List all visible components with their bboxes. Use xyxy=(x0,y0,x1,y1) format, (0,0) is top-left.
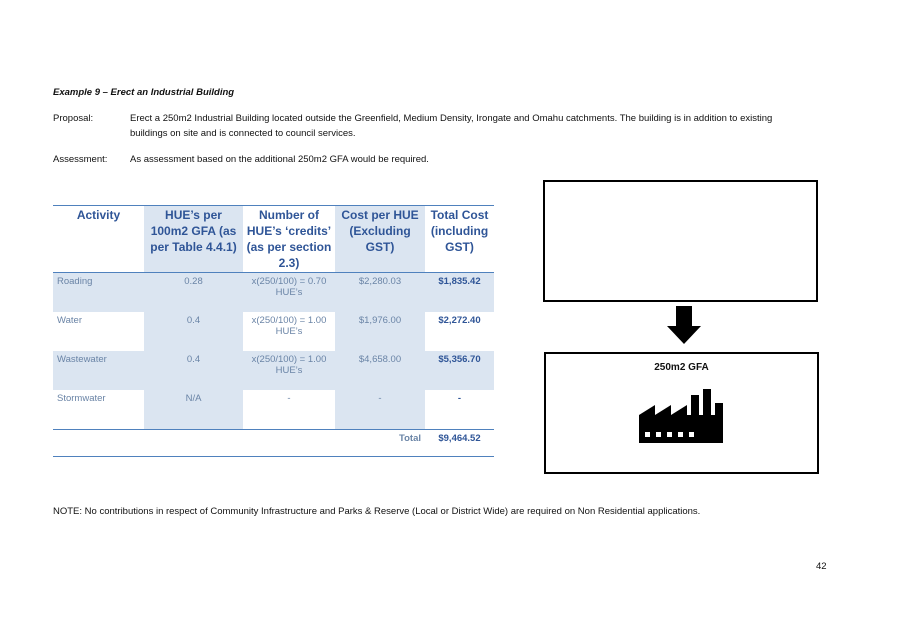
cost-table xyxy=(53,205,494,457)
cell-total: $2,272.40 xyxy=(438,315,481,326)
cell-credits: x(250/100) = 1.00 HUE’s xyxy=(251,315,327,337)
table-header-row xyxy=(53,206,494,273)
table-row xyxy=(53,312,494,351)
cell-cost: - xyxy=(335,390,425,430)
cell-activity: Stormwater xyxy=(57,393,106,404)
header-cost-per-hue: Cost per HUE (Excluding GST) xyxy=(335,206,425,273)
total-spacer xyxy=(243,430,335,457)
cell-hue: 0.28 xyxy=(144,273,243,313)
total-spacer xyxy=(53,430,144,457)
proposal-line-1: Erect a 250m2 Industrial Building located outside the Greenfield, Medium Density, Irongate and Omahu catchments. The building is in addition to existing xyxy=(130,113,773,124)
down-arrow-icon xyxy=(667,306,701,349)
note-text: NOTE: No contributions in respect of Community Infrastructure and Parks & Reserve (Local or District Wide) are required on Non Residential applications. xyxy=(53,506,701,517)
cell-total: $1,835.42 xyxy=(425,273,494,313)
table-total-row xyxy=(53,430,494,457)
example-heading: Example 9 – Erect an Industrial Building xyxy=(53,87,235,98)
table-row xyxy=(53,351,494,390)
cell-activity: Roading xyxy=(53,273,144,313)
cell-cost: $4,658.00 xyxy=(335,351,425,390)
table-row xyxy=(53,273,494,313)
total-label: Total xyxy=(335,430,425,457)
header-hue-credits: Number of HUE’s ‘credits’ (as per section 2.3) xyxy=(243,206,335,273)
factory-icon xyxy=(639,389,725,448)
cell-cost: $1,976.00 xyxy=(335,312,425,351)
cell-cost: $2,280.03 xyxy=(335,273,425,313)
cell-credits: x(250/100) = 0.70 HUE’s xyxy=(243,273,335,313)
cell-hue: 0.4 xyxy=(144,312,243,351)
total-value: $9,464.52 xyxy=(425,430,494,457)
new-building-box xyxy=(544,352,819,474)
proposal-text xyxy=(130,111,820,141)
cell-hue: N/A xyxy=(144,390,243,430)
assessment-label: Assessment: xyxy=(53,154,108,165)
cell-credits: - xyxy=(287,393,291,404)
total-spacer xyxy=(144,430,243,457)
cell-hue: 0.4 xyxy=(144,351,243,390)
existing-building-box xyxy=(543,180,818,302)
table-row xyxy=(53,390,494,430)
cell-activity: Water xyxy=(57,315,82,326)
assessment-text: As assessment based on the additional 250m2 GFA would be required. xyxy=(130,154,429,165)
cell-total: - xyxy=(457,393,462,404)
proposal-line-2: buildings on site and is connected to council services. xyxy=(130,128,356,139)
header-activity: Activity xyxy=(53,206,144,273)
proposal-label: Proposal: xyxy=(53,113,94,124)
cell-total: $5,356.70 xyxy=(425,351,494,390)
page-number: 42 xyxy=(816,561,827,572)
header-hue-per-100m2: HUE’s per 100m2 GFA (as per Table 4.4.1) xyxy=(144,206,243,273)
cell-activity: Wastewater xyxy=(53,351,144,390)
box2-label: 250m2 GFA xyxy=(654,362,709,373)
header-total-cost: Total Cost (including GST) xyxy=(425,206,494,273)
cell-credits: x(250/100) = 1.00 HUE’s xyxy=(243,351,335,390)
